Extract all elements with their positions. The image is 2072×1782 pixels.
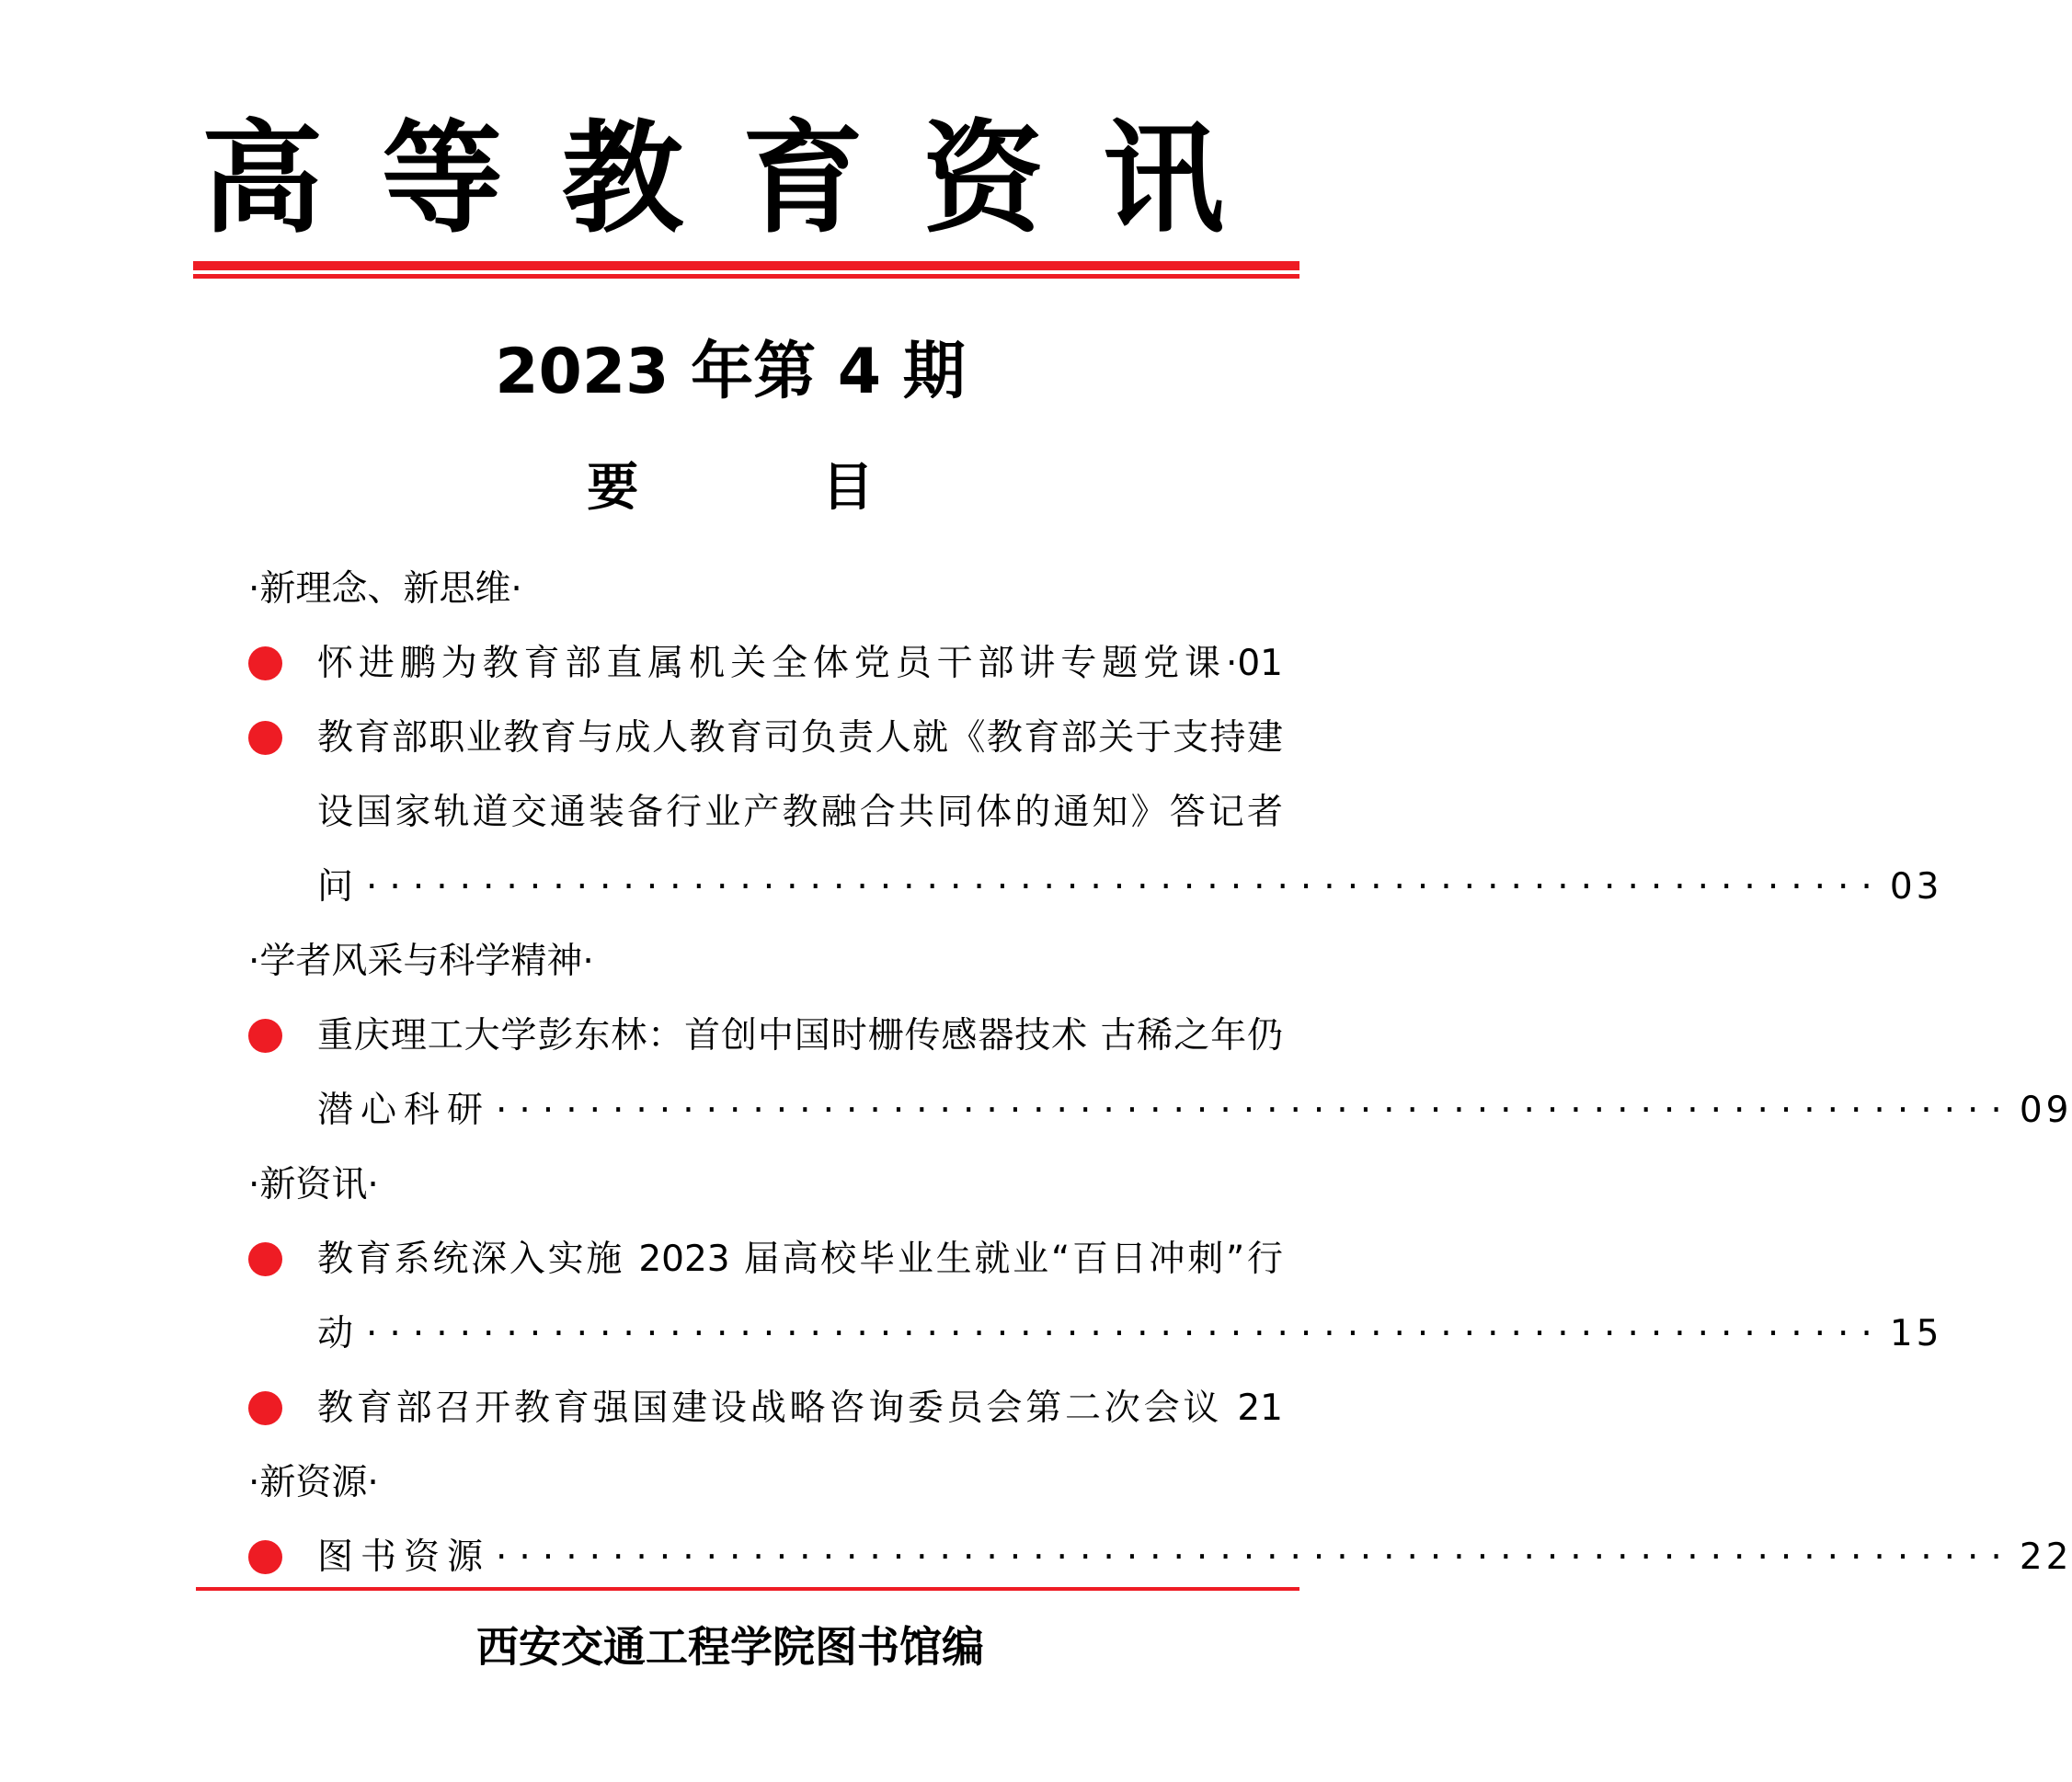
toc-entry-text: 图书资源 <box>317 1536 491 1578</box>
toc-leader-line <box>317 1073 2072 1148</box>
publisher-credit: 西安交通工程学院图书馆编 <box>476 1622 984 1672</box>
toc-entry-continuation <box>248 1297 1943 1371</box>
toc-entry-text: 重庆理工大学彭东林：首创中国时栅传感器技术 古稀之年仍 <box>317 1015 1283 1057</box>
toc-section-heading: ·新理念、新思维· <box>248 568 522 610</box>
footer-rule <box>196 1587 1299 1591</box>
toc-section-heading: ·新资讯· <box>248 1164 379 1205</box>
table-of-contents <box>248 552 2072 1594</box>
masthead-rule-thin <box>193 274 1299 279</box>
toc-entry-text: 动 <box>317 1313 361 1354</box>
masthead-title <box>193 110 1232 248</box>
toc-entry-continuation <box>248 1073 2072 1148</box>
toc-entry-continuation <box>248 775 1283 850</box>
toc-leader-line <box>317 850 1943 924</box>
toc-page-number: 22 <box>2019 1536 2072 1578</box>
toc-entry[interactable] <box>248 626 1283 701</box>
toc-entry-text: 教育系统深入实施 2023 届高校毕业生就业“百日冲刺”行 <box>317 1239 1283 1280</box>
toc-page-number: 03 <box>1889 866 1943 908</box>
dot-leader: ································································· <box>366 1313 1884 1354</box>
issue-number: 2023 年第 4 期 <box>495 336 966 408</box>
toc-entry-text: 潜心科研 <box>317 1090 491 1131</box>
dot-leader: ································································· <box>496 1536 2014 1578</box>
toc-entry[interactable] <box>248 999 1283 1073</box>
toc-entry-text: 问 <box>317 866 361 908</box>
masthead-char: 教 <box>562 109 683 250</box>
masthead-rule-thick <box>193 261 1299 270</box>
toc-entry-text: 教育部职业教育与成人教育司负责人就《教育部关于支持建 <box>317 717 1283 759</box>
red-bullet-icon <box>248 721 282 755</box>
masthead-char: 等 <box>382 109 503 250</box>
toc-entry[interactable] <box>248 1371 1283 1445</box>
masthead-char: 高 <box>201 109 323 250</box>
red-bullet-icon <box>248 1540 282 1574</box>
toc-page-number: 09 <box>2019 1090 2072 1131</box>
red-bullet-icon <box>248 1242 282 1276</box>
toc-entry[interactable] <box>248 1520 2072 1594</box>
toc-section-heading: ·学者风采与科学精神· <box>248 941 594 982</box>
masthead-char: 讯 <box>1103 109 1224 250</box>
masthead-char: 育 <box>742 109 864 250</box>
toc-entry[interactable] <box>248 701 1283 775</box>
red-bullet-icon <box>248 646 282 680</box>
dot-leader: ································································· <box>496 1090 2014 1131</box>
red-bullet-icon <box>248 1391 282 1425</box>
toc-entry[interactable] <box>248 1222 1283 1297</box>
toc-page-number: 15 <box>1889 1313 1943 1354</box>
toc-entry-text: 教育部召开教育强国建设战略咨询委员会第二次会议 21 <box>317 1388 1283 1429</box>
toc-entry-continuation <box>248 850 1943 924</box>
toc-leader-line <box>317 1297 1943 1371</box>
toc-section-heading: ·新资源· <box>248 1462 379 1503</box>
toc-entry-text: 怀进鹏为教育部直属机关全体党员干部讲专题党课·01 <box>317 643 1283 684</box>
dot-leader: ································································· <box>366 866 1884 908</box>
masthead-char: 资 <box>922 109 1044 250</box>
red-bullet-icon <box>248 1019 282 1053</box>
toc-entry-text: 设国家轨道交通装备行业产教融合共同体的通知》答记者 <box>317 792 1283 833</box>
contents-heading: 要 目 <box>587 457 956 518</box>
toc-leader-line <box>317 1520 2072 1594</box>
